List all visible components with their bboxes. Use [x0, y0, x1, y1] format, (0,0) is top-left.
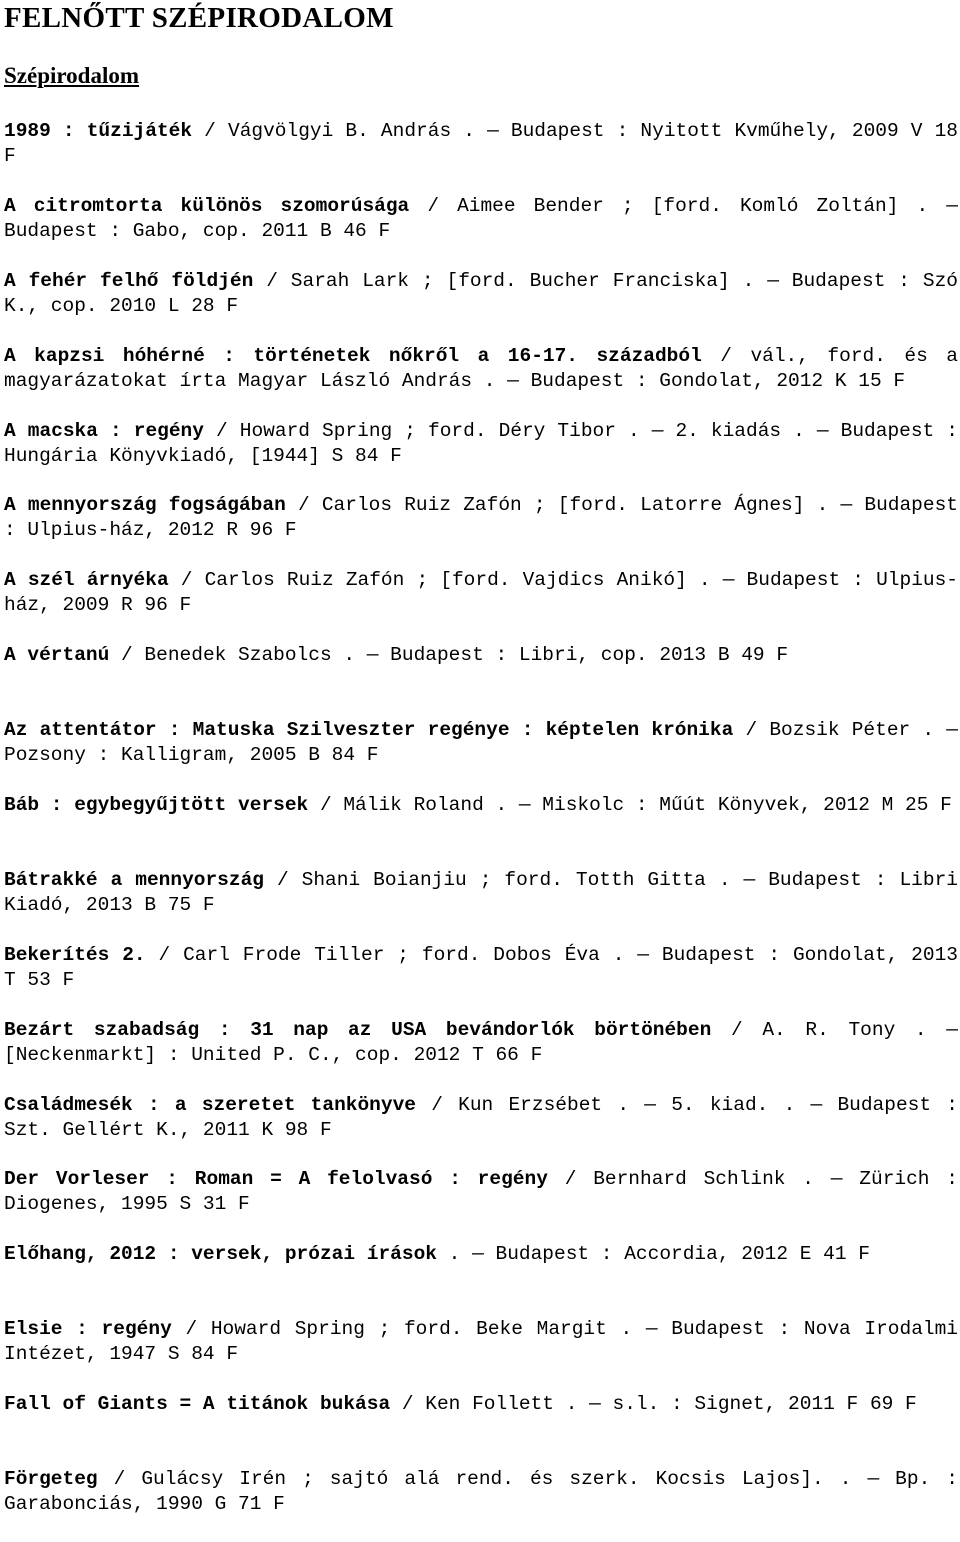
entry-title: A macska : regény	[4, 419, 204, 442]
entry-title: Förgeteg	[4, 1468, 98, 1491]
entry-details: / Gulácsy Irén ; sajtó alá rend. és szerk. Kocsis Lajos]. . — Bp. : Garabonciás, 1990 G 71 F	[4, 1468, 958, 1516]
entry-title: Fall of Giants = A titánok bukása	[4, 1393, 391, 1416]
entry-details: / Benedek Szabolcs . — Budapest : Libri, cop. 2013 B 49 F	[109, 644, 789, 667]
catalog-entry	[4, 1018, 958, 1068]
catalog-entry	[4, 1467, 958, 1517]
entry-title: A szél árnyéka	[4, 569, 169, 592]
catalog-entry	[4, 1392, 958, 1442]
entry-details: / Howard Spring ; ford. Déry Tibor . — 2. kiadás . — Budapest : Hungária Könyvkiadó, [1944] S 84 F	[4, 419, 958, 467]
entry-details: / Carl Frode Tiller ; ford. Dobos Éva . — Budapest : Gondolat, 2013 T 53 F	[4, 943, 958, 991]
catalog-entry	[4, 1317, 958, 1367]
entry-title: A fehér felhő földjén	[4, 269, 254, 292]
entry-details: / A. R. Tony . — [Neckenmarkt] : United P. C., cop. 2012 T 66 F	[4, 1018, 958, 1066]
catalog-entry	[4, 943, 958, 993]
entry-title: Báb : egybegyűjtött versek	[4, 794, 309, 817]
catalog-entry	[4, 419, 958, 469]
entry-title: A vértanú	[4, 644, 110, 667]
entry-title: Bezárt szabadság : 31 nap az USA bevándorlók börtönében	[4, 1018, 712, 1041]
entry-details: / Carlos Ruiz Zafón ; [ford. Latorre Ágnes] . — Budapest : Ulpius-ház, 2012 R 96 F	[4, 494, 958, 542]
catalog-entry	[4, 568, 958, 618]
entry-details: / Ken Follett . — s.l. : Signet, 2011 F 69 F	[390, 1393, 917, 1416]
entry-details: . — Budapest : Accordia, 2012 E 41 F	[436, 1243, 870, 1266]
entry-title: Az attentátor : Matuska Szilveszter regénye : képtelen krónika	[4, 719, 734, 742]
entry-title: A citromtorta különös szomorúsága	[4, 194, 410, 217]
section-heading: Szépirodalom	[4, 63, 140, 88]
catalog-entry	[4, 793, 958, 843]
entry-title: Bekerítés 2.	[4, 943, 146, 966]
catalog-entry	[4, 344, 958, 394]
entry-title: Előhang, 2012 : versek, prózai írások	[4, 1243, 437, 1266]
catalog-list	[4, 119, 958, 1542]
catalog-entry	[4, 643, 958, 693]
catalog-entry	[4, 119, 958, 169]
entry-details: / Vágvölgyi B. András . — Budapest : Nyitott Kvműhely, 2009 V 18 F	[4, 120, 958, 167]
entry-details: / Bernhard Schlink . — Zürich : Diogenes, 1995 S 31 F	[4, 1168, 958, 1216]
entry-details: / Málik Roland . — Miskolc : Műút Könyvek, 2012 M 25 F	[308, 794, 952, 817]
catalog-entry	[4, 868, 958, 918]
entry-details: / Bozsik Péter . — Pozsony : Kalligram, 2005 B 84 F	[4, 719, 958, 767]
catalog-entry	[4, 1167, 958, 1217]
entry-details: / Howard Spring ; ford. Beke Margit . — Budapest : Nova Irodalmi Intézet, 1947 S 84 F	[4, 1318, 958, 1366]
entry-details: / vál., ford. és a magyarázatokat írta Magyar László András . — Budapest : Gondolat, 2012 K 15 F	[4, 344, 958, 392]
catalog-entry	[4, 493, 958, 543]
catalog-entry	[4, 1242, 958, 1292]
entry-title: Der Vorleser : Roman = A felolvasó : regény	[4, 1168, 548, 1191]
entry-title: Elsie : regény	[4, 1318, 172, 1341]
entry-details: / Carlos Ruiz Zafón ; [ford. Vajdics Anikó] . — Budapest : Ulpius-ház, 2009 R 96 F	[4, 569, 958, 617]
entry-details: / Shani Boianjiu ; ford. Totth Gitta . — Budapest : Libri Kiadó, 2013 B 75 F	[4, 868, 958, 916]
page-title: FELNŐTT SZÉPIRODALOM	[4, 2, 394, 34]
entry-title: Családmesék : a szeretet tankönyve	[4, 1093, 416, 1116]
catalog-entry	[4, 718, 958, 768]
catalog-entry	[4, 194, 958, 244]
catalog-entry	[4, 269, 958, 319]
catalog-entry	[4, 1093, 958, 1143]
entry-title: A mennyország fogságában	[4, 494, 286, 517]
entry-details: / Sarah Lark ; [ford. Bucher Franciska] . — Budapest : Szó K., cop. 2010 L 28 F	[4, 269, 958, 317]
entry-title: 1989 : tűzijáték	[4, 120, 193, 142]
entry-details: / Kun Erzsébet . — 5. kiad. . — Budapest : Szt. Gellért K., 2011 K 98 F	[4, 1093, 958, 1141]
entry-title: A kapzsi hóhérné : történetek nőkről a 16-17. századból	[4, 344, 702, 367]
entry-details: / Aimee Bender ; [ford. Komló Zoltán] . — Budapest : Gabo, cop. 2011 B 46 F	[4, 194, 958, 242]
entry-title: Bátrakké a mennyország	[4, 868, 264, 891]
